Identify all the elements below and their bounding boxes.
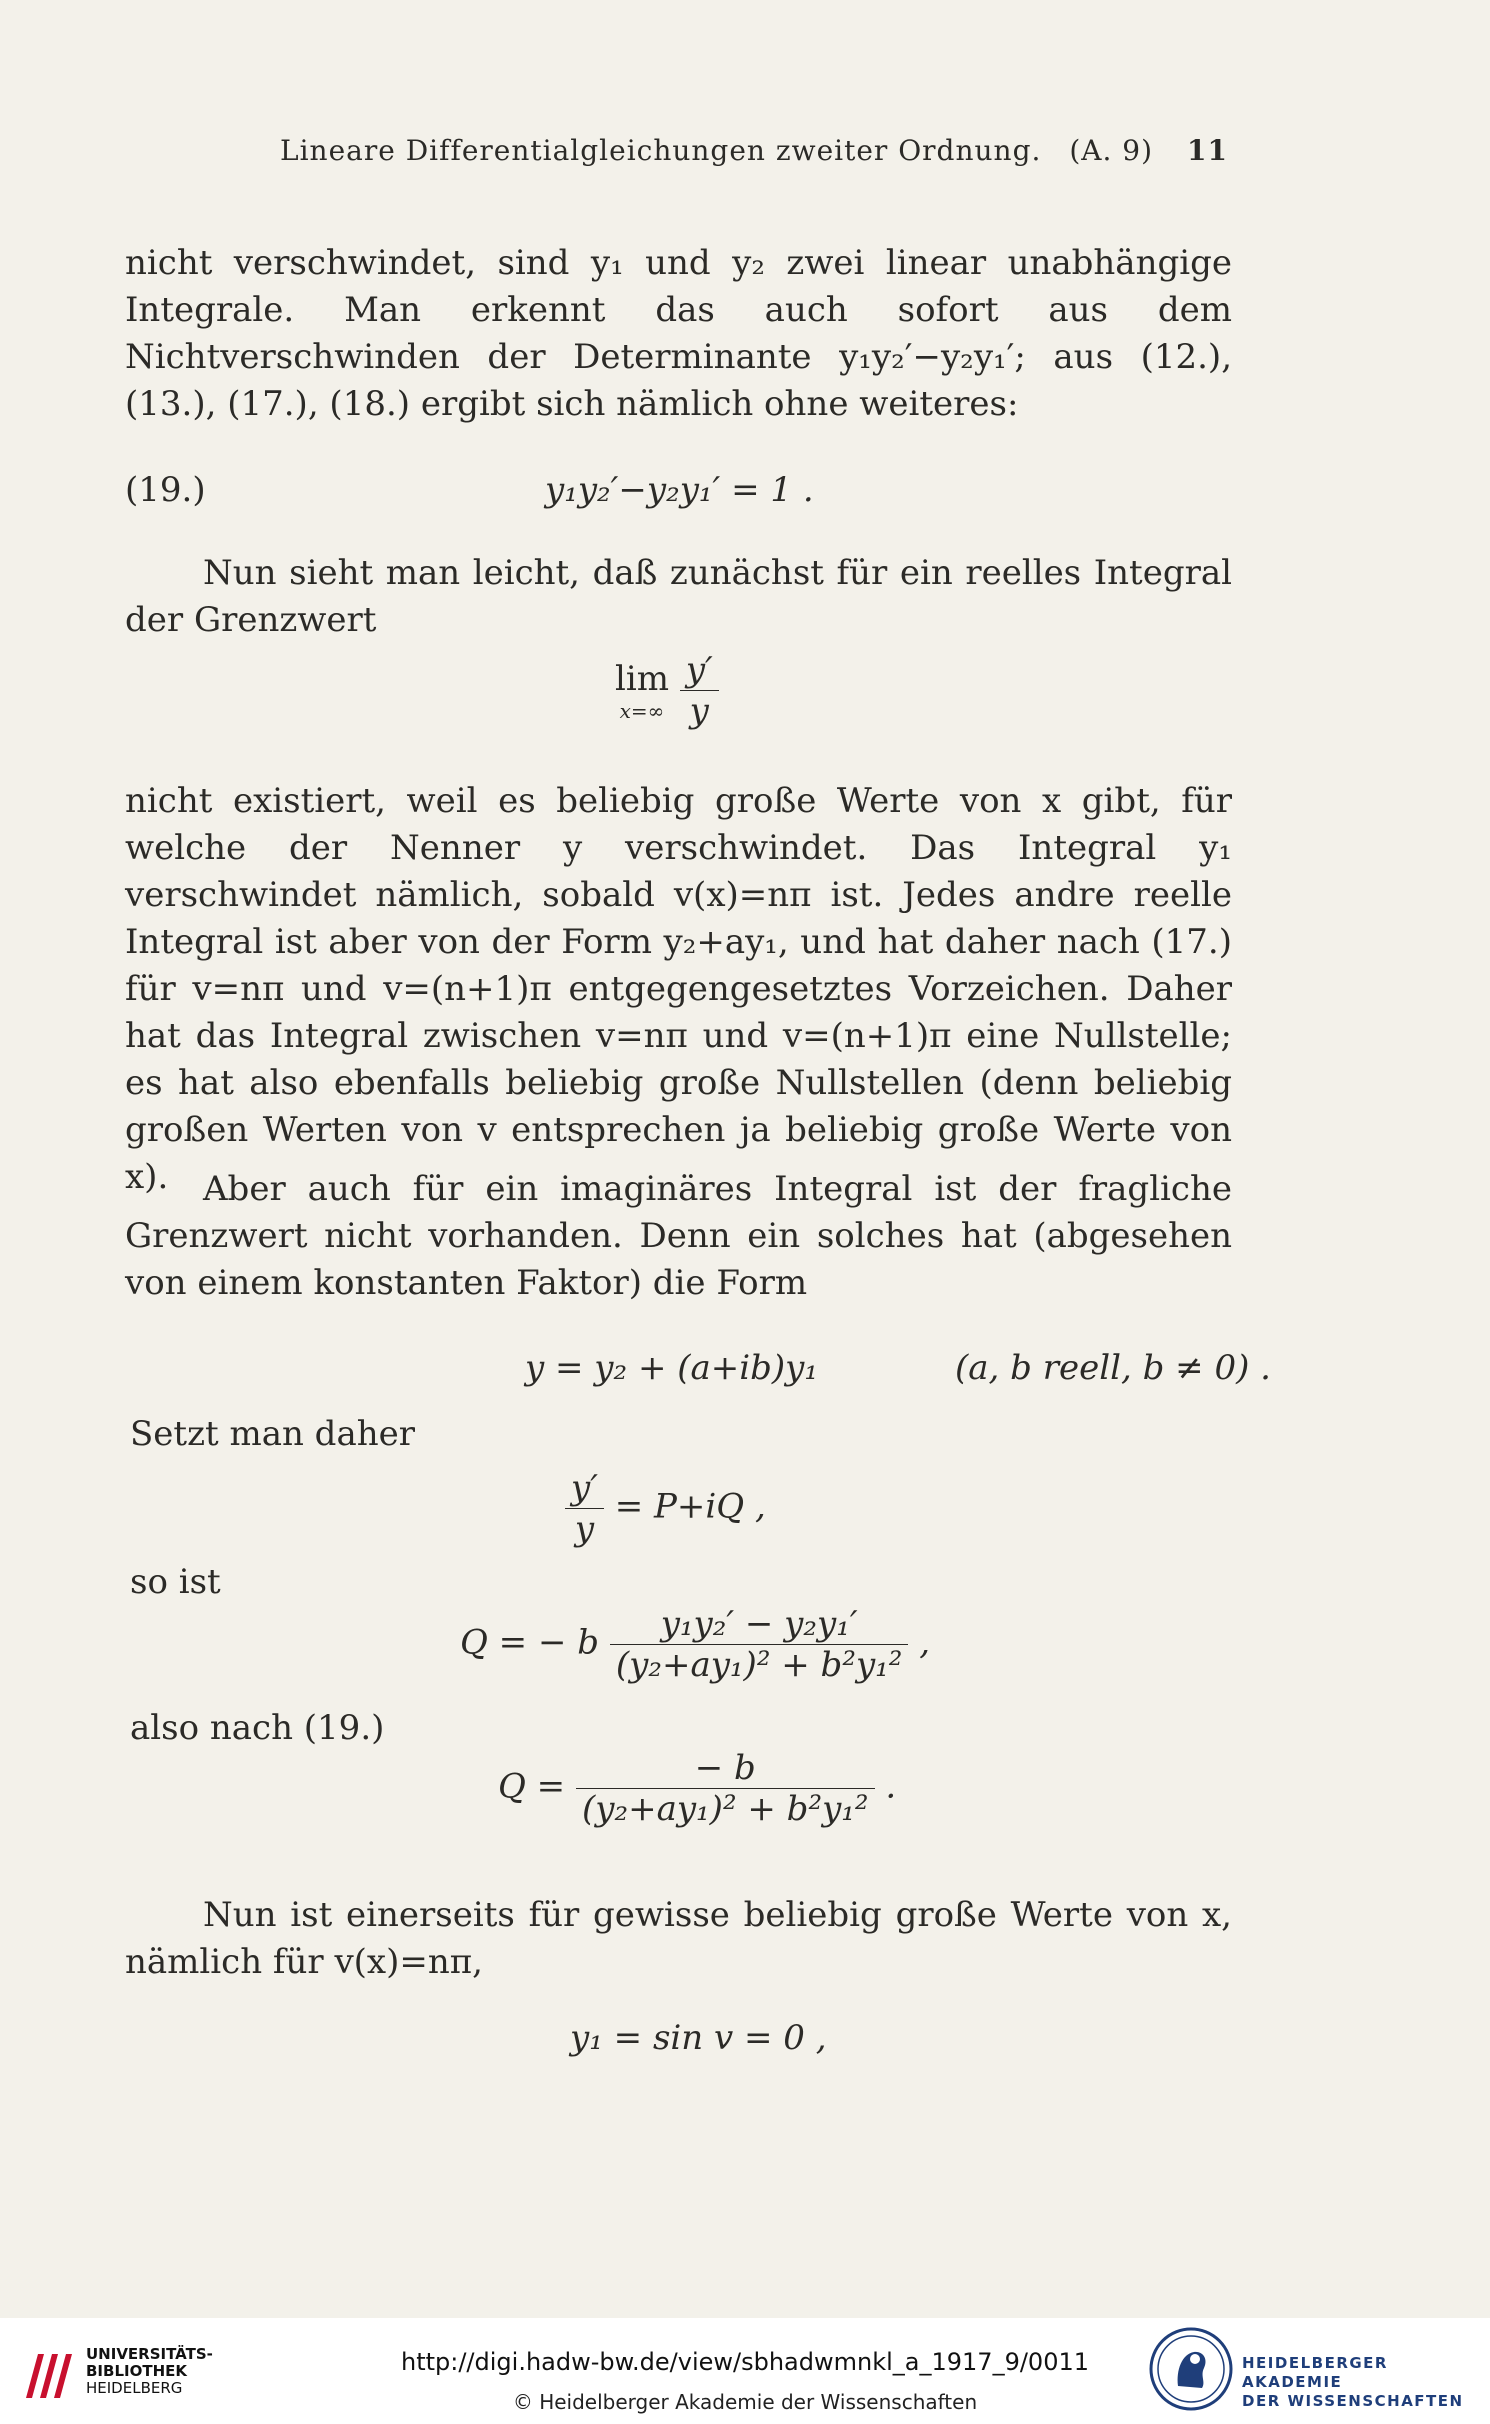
limit-subscript: x=∞ xyxy=(619,698,665,723)
limit-denominator: y xyxy=(689,691,709,731)
equation-last: y₁ = sin v = 0 , xyxy=(570,2018,827,2058)
paragraph-5-text: Nun ist einerseits für gewisse beliebig große Werte von x, nämlich für v(x)=nπ, xyxy=(125,1895,1232,1982)
academy-line-1: HEIDELBERGER AKADEMIE xyxy=(1242,2354,1388,2391)
setzt-text: Setzt man daher xyxy=(130,1414,415,1454)
q2-numerator: − b xyxy=(576,1748,875,1789)
equation-19: y₁y₂′−y₂y₁′ = 1 . xyxy=(545,470,814,510)
academy-seal-icon xyxy=(1148,2326,1234,2412)
equation-19-label: (19.) xyxy=(125,470,206,510)
limit-fraction xyxy=(680,650,719,731)
paragraph-1 xyxy=(125,240,1232,428)
q1-tail: , xyxy=(919,1622,931,1663)
q1-fraction xyxy=(610,1604,909,1685)
library-line-2: BIBLIOTHEK xyxy=(86,2362,187,2380)
paragraph-1-text: nicht verschwindet, sind y₁ und y₂ zwei linear unabhängige Integrale. Man erkennt das auch sofort aus dem Nichtverschwinden der Determinante y₁y₂′−y₂y₁′; aus (12.), (13.), (17.), (18.) ergibt sich nämlich ohne weiteres: xyxy=(125,243,1232,424)
equation-y-condition: (a, b reell, b ≠ 0) . xyxy=(955,1348,1271,1388)
equation-y-form: y = y₂ + (a+ib)y₁ xyxy=(525,1348,819,1388)
page-number: 11 xyxy=(1187,134,1228,167)
q2-lhs: Q = xyxy=(498,1766,566,1807)
equation-ratio xyxy=(565,1468,766,1549)
q2-denominator: (y₂+ay₁)² + b²y₁² xyxy=(581,1789,869,1829)
ratio-denominator: y xyxy=(574,1509,595,1549)
paragraph-2-text: Nun sieht man leicht, daß zunächst für ein reelles Integral der Grenzwert xyxy=(125,553,1232,640)
q2-fraction xyxy=(576,1748,875,1829)
academy-line-2: DER WISSENSCHAFTEN xyxy=(1242,2392,1464,2410)
q1-numerator: y₁y₂′ − y₂y₁′ xyxy=(610,1604,909,1645)
ratio-fraction xyxy=(565,1468,604,1549)
ratio-rhs: = P+iQ , xyxy=(614,1486,766,1527)
library-line-1: UNIVERSITÄTS- xyxy=(86,2345,213,2363)
equation-q1 xyxy=(460,1604,930,1685)
paragraph-5 xyxy=(125,1892,1232,1986)
q2-tail: . xyxy=(885,1766,897,1807)
section-ref: (A. 9) xyxy=(1069,134,1153,167)
paragraph-3 xyxy=(125,778,1232,1201)
limit-word: lim xyxy=(615,658,669,699)
q1-lhs: Q = − b xyxy=(460,1622,600,1663)
so-ist-text: so ist xyxy=(130,1562,221,1602)
copyright-notice: © Heidelberger Akademie der Wissenschaften xyxy=(512,2390,978,2414)
limit-numerator: y′ xyxy=(680,650,719,691)
permalink-url[interactable]: http://digi.hadw-bw.de/view/sbhadwmnkl_a_1917_9/0011 xyxy=(400,2348,1090,2376)
q1-denominator: (y₂+ay₁)² + b²y₁² xyxy=(615,1645,903,1685)
equation-q2 xyxy=(498,1748,896,1829)
limit-expression xyxy=(615,650,719,731)
academy-name xyxy=(1242,2354,1490,2411)
also-text: also nach (19.) xyxy=(130,1708,385,1748)
paragraph-2 xyxy=(125,550,1232,644)
paragraph-3-text: nicht existiert, weil es beliebig große Werte von x gibt, für welche der Nenner y verschwindet. Das Integral y₁ verschwindet nämlich, sobald v(x)=nπ ist. Jedes andre reelle Integral ist aber von der Form y₂+ay₁, und hat daher nach (17.) für v=nπ und v=(n+1)π entgegengesetztes Vorzeichen. Daher hat das Integral zwischen v=nπ und v=(n+1)π eine Nullstelle; es hat also ebenfalls beliebig große Nullstellen (denn beliebig großen Werten von v entsprechen ja beliebig große Werte von x). xyxy=(125,781,1232,1197)
library-line-3: HEIDELBERG xyxy=(86,2379,183,2397)
footer-bar xyxy=(0,2318,1490,2424)
paragraph-4 xyxy=(125,1166,1232,1307)
paragraph-4-text: Aber auch für ein imaginäres Integral ist der fragliche Grenzwert nicht vorhanden. Denn ein solches hat (abgesehen von einem konstanten Faktor) die Form xyxy=(125,1169,1232,1303)
running-title: Lineare Differentialgleichungen zweiter Ordnung. xyxy=(280,134,1042,167)
ratio-numerator: y′ xyxy=(565,1468,604,1509)
